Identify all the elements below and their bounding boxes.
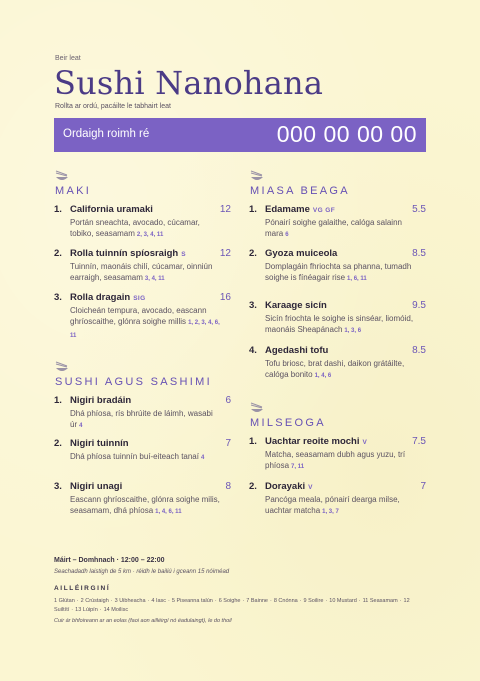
item-number: 3. <box>249 300 257 311</box>
item-description: Pónairí soighe galaithe, calóga salainn mara 6 <box>265 218 402 238</box>
item-description: Sicín friochta le soighe is sinséar, liomóid, maonáis Sheapánach 1, 3, 6 <box>265 314 414 334</box>
order-phone[interactable]: 000 00 00 00 <box>276 121 417 147</box>
item-allergens: 2, 3, 4, 11 <box>136 232 164 238</box>
item-name: Dorayaki V <box>265 481 313 492</box>
allergen-entry: 13 Lúipín <box>75 607 98 613</box>
allergen-entry: 14 Moilisc <box>103 607 129 613</box>
section-title-maki: MAKI <box>55 185 92 197</box>
item-price: 9.5 <box>412 300 426 311</box>
allergen-separator: · <box>168 598 170 604</box>
allergen-separator: · <box>110 598 113 604</box>
item-number: 2. <box>54 438 62 449</box>
item-name: Karaage sicín <box>265 300 327 311</box>
section-title-sushi: SUSHI AGUS SASHIMI <box>55 376 212 388</box>
item-name: Agedashi tofu <box>265 345 329 356</box>
item-number: 2. <box>54 248 62 259</box>
item-description: Pancóga meala, pónairí dearga milse, uachtar matcha 1, 3, 7 <box>265 495 400 515</box>
allergen-separator: · <box>214 598 217 604</box>
item-description: Tuinnín, maonáis chilí, cúcamar, oinniún earraigh, seasamam 3, 4, 11 <box>70 262 213 282</box>
item-price: 8.5 <box>412 345 426 356</box>
allergen-heading: AILLÉIRGINÍ <box>54 585 111 592</box>
allergen-entry: 4 Iasc <box>151 598 167 604</box>
item-price: 7.5 <box>412 436 426 447</box>
item-price: 12 <box>219 204 231 215</box>
item-description: Cloicheán tempura, avocado, eascann ghríoscaithe, glónra soighe millis 1, 2, 3, 4, 6, 11 <box>70 306 220 339</box>
item-number: 2. <box>249 248 257 259</box>
item-allergens: 1, 6, 11 <box>347 276 367 282</box>
item-name: Rolla tuinnín spíosraigh S <box>70 248 186 259</box>
allergen-separator: · <box>399 598 402 604</box>
item-number: 1. <box>54 204 62 215</box>
allergen-separator: · <box>358 598 361 604</box>
item-name: Nigiri tuinnín <box>70 438 129 449</box>
allergen-entry: 5 Piseanna talún <box>171 598 213 604</box>
item-number: 3. <box>54 481 62 492</box>
item-description: Tofu briosc, brat dashi, daikon grátáilte, calóga bonito 1, 4, 6 <box>265 359 405 379</box>
item-allergens: 1, 4, 6 <box>314 373 332 379</box>
item-name: Gyoza muiceola <box>265 248 338 259</box>
allergen-separator: · <box>270 598 272 604</box>
item-number: 1. <box>249 436 257 447</box>
allergen-separator: · <box>242 598 245 604</box>
menu-footer <box>54 557 434 624</box>
item-description: Matcha, seasamam dubh agus yuzu, trí phíosa 7, 11 <box>265 450 406 470</box>
item-description: Domplagáin fhriochta sa phanna, tumadh soighe is fínéagair rise 1, 6, 11 <box>265 262 412 282</box>
allergen-entry: 3 Uibheacha <box>114 598 146 604</box>
allergen-list <box>54 597 426 615</box>
order-label: Ordaigh roimh ré <box>63 128 150 140</box>
item-price: 16 <box>219 292 231 303</box>
item-name: Rolla dragain SIG <box>70 292 146 303</box>
item-allergens: 1, 3, 6 <box>344 328 362 334</box>
eyebrow-label: Beir leat <box>55 55 81 62</box>
allergen-entry: 10 Mustard <box>329 598 357 604</box>
item-allergens: 7, 11 <box>291 464 305 470</box>
section-title-small-plates: MIASA BEAGA <box>250 185 350 197</box>
item-price: 6 <box>225 395 231 406</box>
allergen-entry: 11 Seasamam <box>362 598 398 604</box>
item-allergens: 3, 4, 11 <box>144 276 165 282</box>
allergen-entry: 9 Soilire <box>303 598 324 604</box>
item-name: Edamame VG GF <box>265 204 336 215</box>
item-price: 12 <box>219 248 231 259</box>
item-number: 4. <box>249 345 257 356</box>
allergen-separator: · <box>299 598 302 604</box>
allergen-entry: 6 Soighe <box>218 598 241 604</box>
item-name: California uramaki <box>70 204 153 215</box>
allergen-separator: · <box>147 598 150 604</box>
allergen-entry: 12 Suiltítí <box>54 598 410 613</box>
allergen-entry: 7 Bainne <box>246 598 268 604</box>
allergen-separator: · <box>325 598 328 604</box>
item-number: 1. <box>54 395 62 406</box>
chopsticks-bowl-icon <box>55 361 69 373</box>
item-description: Dhá phíosa tuinnín buí-eiteach tanaí 4 <box>70 452 205 461</box>
item-description: Dhá phíosa, rís bhrúite de láimh, wasabi úr 4 <box>70 409 213 429</box>
item-description: Eascann ghríoscaithe, glónra soighe milis, seasamam, dhá phíosa 1, 4, 6, 11 <box>70 495 220 515</box>
item-name: Uachtar reoite mochi V <box>265 436 368 447</box>
allergen-entry: 1 Glútan <box>54 598 75 604</box>
allergen-separator: · <box>76 598 79 604</box>
section-title-desserts: MILSEOGA <box>250 417 326 429</box>
allergen-note: Cuir ár bhfoireann ar an eolas (faoi aon ailléirgí nó éadulaingt), le do thoil <box>54 618 232 624</box>
item-allergens: 1, 2, 3, 4, 6, 11 <box>70 320 220 339</box>
item-number: 3. <box>54 292 62 303</box>
item-price: 8 <box>225 481 231 492</box>
item-price: 7 <box>225 438 231 449</box>
item-allergens: 4 <box>79 423 83 429</box>
chopsticks-bowl-icon <box>250 170 264 182</box>
chopsticks-bowl-icon <box>55 170 69 182</box>
item-allergens: 1, 3, 7 <box>322 509 339 515</box>
item-name: Nigiri bradáin <box>70 395 132 406</box>
order-bar[interactable] <box>54 118 426 152</box>
allergen-entry: 8 Cnónna <box>273 598 298 604</box>
item-allergens: 4 <box>200 455 205 461</box>
restaurant-subtitle: Rollta ar ordú, pacáilte le tabhairt leat <box>55 103 171 110</box>
item-price: 5.5 <box>412 204 426 215</box>
item-price: 8.5 <box>412 248 426 259</box>
allergen-separator: · <box>71 607 74 613</box>
item-allergens: 6 <box>285 232 289 238</box>
item-number: 1. <box>249 204 257 215</box>
opening-hours: Máirt – Domhnach · 12:00 – 22:00 <box>54 557 165 564</box>
delivery-note: Seachadadh laistigh de 5 km · réidh le bailiú i gceann 15 nóiméad <box>54 569 230 575</box>
allergen-separator: · <box>99 607 102 613</box>
item-number: 2. <box>249 481 257 492</box>
restaurant-title: Sushi Nanohana <box>54 64 324 102</box>
chopsticks-bowl-icon <box>250 402 264 414</box>
item-price: 7 <box>420 481 426 492</box>
allergen-entry: 2 Crústaigh <box>80 598 109 604</box>
item-description: Portán sneachta, avocado, cúcamar, tobiko, seasamam 2, 3, 4, 11 <box>70 218 200 238</box>
item-allergens: 1, 4, 6, 11 <box>155 509 182 515</box>
item-name: Nigiri unagi <box>70 481 123 492</box>
